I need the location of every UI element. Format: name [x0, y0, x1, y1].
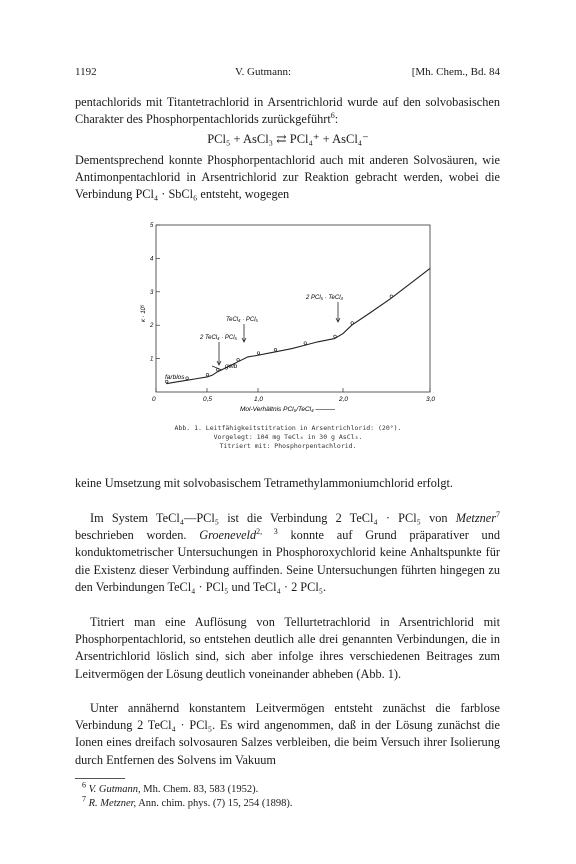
footnote-7-number: 7: [82, 794, 86, 804]
paragraph-4-c: konnte auf Grund präparativer und konduktometrischer Untersuchungen in Phosphoroxychlorid keine Anhaltspunkte für die Existenz dieser Verbindung auffinden. Seine Untersuchungen führten hingegen zu den Verbindungen TeCl₄ · PCl₅ und TeCl₄ · 2 PCl₅.: [75, 528, 500, 594]
running-header: [75, 66, 500, 80]
x-tick-label: 1,0: [254, 396, 264, 403]
annotation-TeCl4-PCl5: TeCl₄ · PCl₅: [226, 317, 258, 323]
author-metzner: Metzner: [455, 511, 496, 525]
footnote-ref-7: 7: [496, 509, 500, 519]
paragraph-2: Dementsprechend konnte Phosphorpentachlorid auch mit anderen Solvosäuren, wie Antimonpentachlorid in Arsentrichlorid zur Reaktion gebracht werden, wobei die Verbindung PCl₄ · SbCl₆ entsteht, wogegen: [75, 153, 500, 202]
y-tick-label: 4: [150, 256, 154, 263]
annotation-2PCl5-TeCl4: 2 PCl₅ · TeCl₄: [306, 295, 343, 301]
figure-caption: [160, 424, 416, 451]
paragraph-1-text: pentachlorids mit Titantetrachlorid in Arsentrichlorid wurde auf den solvobasischen Charakter des Phosphorpentachlorids zurückgeführt: [75, 95, 500, 127]
caption-line-1: Abb. 1. Leitfähigkeitstitration in Arsentrichlorid: (20°).: [174, 424, 402, 432]
conductivity-titration-chart: [140, 218, 440, 418]
footnote-6-text: Mh. Chem. 83, 583 (1952).: [140, 784, 259, 795]
paragraph-4-a: Im System TeCl₄—PCl₅ ist die Verbindung 2 TeCl₄ · PCl₅ von: [90, 511, 456, 525]
x-tick-label: 2,0: [339, 396, 349, 403]
footnote-rule: [75, 778, 125, 779]
footnote-ref-6: 6: [330, 111, 335, 121]
footnote-7-author: R. Metzner,: [88, 798, 137, 809]
x-tick-label: 3,0: [426, 396, 436, 403]
header-journal: [Mh. Chem., Bd. 84: [411, 66, 500, 78]
footnote-7-text: Ann. chim. phys. (7) 15, 254 (1898).: [136, 798, 293, 809]
author-groeneveld: Groeneveld: [199, 528, 257, 543]
chart-frame: [156, 225, 430, 392]
annotation-gelb: gelb: [225, 363, 238, 370]
y-tick-label: 2: [150, 323, 154, 330]
footnote-7: [82, 794, 500, 810]
data-point: [257, 352, 260, 355]
footnote-ref-2-3: 2, 3: [256, 527, 278, 537]
equation-left: PCl₅ + AsCl₃: [207, 132, 274, 146]
y-tick-label: 5: [150, 223, 154, 229]
footnote-6-author: V. Gutmann,: [88, 784, 141, 795]
paragraph-4-b: beschrieben worden.: [75, 528, 200, 543]
footnote-6-number: 6: [82, 780, 86, 790]
data-point: [237, 358, 240, 361]
series-line: [166, 268, 430, 383]
footnote-6: [82, 780, 500, 796]
paragraph-6: Unter annähernd konstantem Leitvermögen entsteht zunächst die farblose Verbindung 2 TeCl₄ · PCl₅. Es wird angenommen, daß in der Lösung zunächst die Ionen eines dreifach solvosauren Salzes verbleiben, die beim Versuch ihrer Isolierung durch Entfernen des Solvens im Vakuum: [75, 701, 500, 767]
data-point: [304, 342, 307, 345]
paragraph-5: Titriert man eine Auflösung von Tellurtetrachlorid in Arsentrichlorid mit Phosphorpentachlorid, so entstehen deutlich alle drei genannten Verbindungen, die in Arsentrichlorid löslich sind, sich aber infolge ihres verschiedenen Beitrages zum Leitvermögen der Lösung deutlich voneinander abheben (Abb. 1).: [75, 615, 500, 681]
x-tick-label: 0,5: [203, 396, 213, 403]
data-point: [274, 348, 277, 351]
data-point: [206, 373, 209, 376]
data-point: [390, 295, 393, 298]
equation: [0, 131, 576, 147]
paragraph-3: keine Umsetzung mit solvobasischem Tetramethylammoniumchlorid erfolgt.: [75, 476, 453, 490]
caption-line-2: Vorgelegt: 104 mg TeCl₄ in 30 g AsCl₃.: [213, 433, 363, 441]
x-axis-label: Mol-Verhältnis PCl₅/TeCl₄ ———: [240, 406, 336, 413]
header-author: V. Gutmann:: [235, 66, 292, 78]
annotation-farblos: farblos: [165, 374, 185, 381]
x-tick-label: 0: [152, 396, 156, 403]
equation-arrow: ⇄: [276, 132, 287, 146]
annotation-2TeCl4-PCl5: 2 TeCl₄ · PCl₅: [200, 335, 237, 341]
paragraph-1: [75, 94, 500, 128]
caption-line-3: Titriert mit: Phosphorpentachlorid.: [219, 442, 357, 450]
page-number: 1192: [75, 66, 97, 78]
data-point: [334, 335, 337, 338]
y-axis-label: κ · 10⁵: [141, 304, 147, 322]
plot-border: [156, 225, 430, 392]
data-point: [351, 322, 354, 325]
data-point: [186, 377, 189, 380]
paragraph-1-end: :: [334, 112, 339, 127]
paragraph-4: [75, 510, 500, 596]
equation-right: PCl₄⁺ + AsCl₄⁻: [289, 132, 369, 146]
y-tick-label: 1: [150, 356, 154, 363]
y-tick-label: 3: [150, 289, 154, 296]
